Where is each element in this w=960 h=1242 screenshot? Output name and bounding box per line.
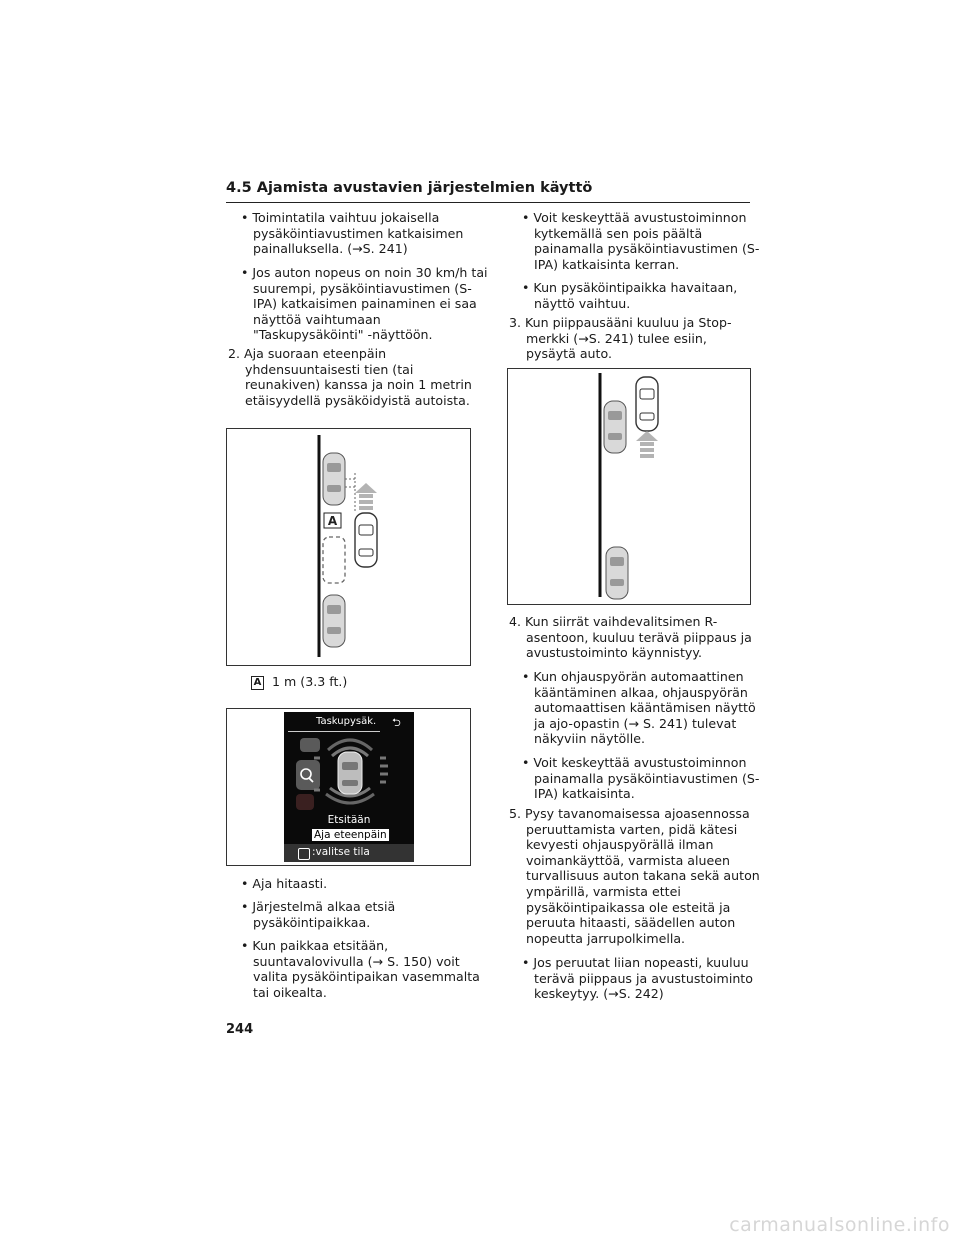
screen-car-bottom bbox=[296, 794, 314, 810]
parked-car-rear-2 bbox=[606, 547, 628, 599]
caption-marker: A bbox=[251, 676, 264, 690]
left-bullet-3: • Aja hitaasti. bbox=[241, 876, 328, 891]
left-bullet-5: • Kun paikkaa etsitään, suuntavalovivulla (→ S. 150) voit valita pysäköintipaikan vasemmalta tai oikealta. bbox=[241, 938, 480, 1000]
screen-status-searching: Etsitään bbox=[327, 814, 371, 826]
back-icon: ⮌ bbox=[392, 716, 401, 729]
forward-arrow bbox=[355, 483, 377, 510]
parking-approach-diagram bbox=[227, 429, 470, 665]
right-bullet-4: • Voit keskeyttää avustustoiminnon painamalla pysäköintiavustimen (S-IPA) katkaisinta. bbox=[522, 755, 760, 802]
screen-car-top bbox=[300, 738, 320, 752]
parked-car-rear bbox=[323, 595, 345, 647]
section-header bbox=[226, 180, 750, 203]
parked-car-front-2 bbox=[604, 401, 626, 453]
right-bullet-1: • Voit keskeyttää avustustoiminnon kytkemällä sen pois päältä painamalla pysäköintiavustimen (S-IPA) katkaisinta kerran. bbox=[522, 210, 760, 272]
stop-position-figure bbox=[507, 368, 751, 605]
left-bullet-1: • Toimintatila vaihtuu jokaisella pysäköintiavustimen katkaisimen painalluksella. (→S. 241) bbox=[241, 210, 464, 257]
watermark: carmanualsonline.info bbox=[729, 1214, 950, 1236]
multi-info-display bbox=[284, 712, 414, 862]
screen-search-slot bbox=[296, 760, 320, 790]
parking-approach-figure bbox=[226, 428, 471, 666]
step-3: 3. Kun piippausääni kuuluu ja Stop-merkki (→S. 241) tulee esiin, pysäytä auto. bbox=[509, 315, 732, 362]
screen-mode-hint bbox=[284, 844, 414, 862]
right-bullet-5: • Jos peruutat liian nopeasti, kuuluu terävä piippaus ja avustustoiminto keskeytyy. (→S. 242) bbox=[522, 955, 753, 1002]
screen-graphic bbox=[284, 734, 414, 814]
page-number: 244 bbox=[226, 1022, 254, 1037]
screen-title: Taskupysäk. bbox=[316, 716, 377, 727]
caption-text: 1 m (3.3 ft.) bbox=[272, 674, 348, 689]
right-bullet-3: • Kun ohjauspyörän automaattinen kääntäminen alkaa, ohjauspyörän automaattisen kääntämisen näyttö ja ajo-opastin (→ S. 241) tulevat näkyviin näytölle. bbox=[522, 669, 756, 747]
parked-car-front bbox=[323, 453, 345, 505]
step-5: 5. Pysy tavanomaisessa ajoasennossa peruuttamista varten, pidä kätesi kevyesti ohjauspyörällä ilman voimankäyttöä, varmista alueen turvallisuus auton takana sekä auton ympärillä, varmista ettei pysäköintipaikassa ole esteitä ja peruuta hitaasti, säädellen auton nopeutta jarrupolkimella. bbox=[509, 806, 760, 946]
stop-position-diagram bbox=[508, 369, 750, 604]
step-4: 4. Kun siirrät vaihdevalitsimen R-asentoon, kuuluu terävä piippaus ja avustustoiminto käynnistyy. bbox=[509, 614, 752, 661]
forward-arrow-2 bbox=[636, 431, 658, 458]
label-a: A bbox=[327, 514, 338, 528]
own-car bbox=[355, 513, 377, 567]
parking-switch-icon bbox=[298, 848, 310, 860]
left-bullet-4: • Järjestelmä alkaa etsiä pysäköintipaikkaa. bbox=[241, 899, 396, 930]
step-2: 2. Aja suoraan eteenpäin yhdensuuntaisesti tien (tai reunakiven) kanssa ja noin 1 metrin etäisyydellä pysäköidyistä autoista. bbox=[228, 346, 472, 408]
screen-divider bbox=[288, 731, 380, 732]
screen-status-drive-forward: Aja eteenpäin bbox=[314, 829, 387, 841]
left-bullet-2: • Jos auton nopeus on noin 30 km/h tai suurempi, pysäköintiavustimen (S-IPA) katkaisimen painaminen ei saa näyttöä vaihtumaan "Taskupysäköinti" -näyttöön. bbox=[241, 265, 488, 343]
figure-caption bbox=[251, 674, 347, 690]
section-title: 4.5 Ajamista avustavien järjestelmien käyttö bbox=[226, 180, 593, 196]
screen-own-car bbox=[338, 752, 362, 794]
target-parking-space bbox=[323, 537, 345, 583]
screen-mode-text: :valitse tila bbox=[312, 846, 370, 858]
own-car-2 bbox=[636, 377, 658, 431]
right-bullet-2: • Kun pysäköintipaikka havaitaan, näyttö vaihtuu. bbox=[522, 280, 738, 311]
